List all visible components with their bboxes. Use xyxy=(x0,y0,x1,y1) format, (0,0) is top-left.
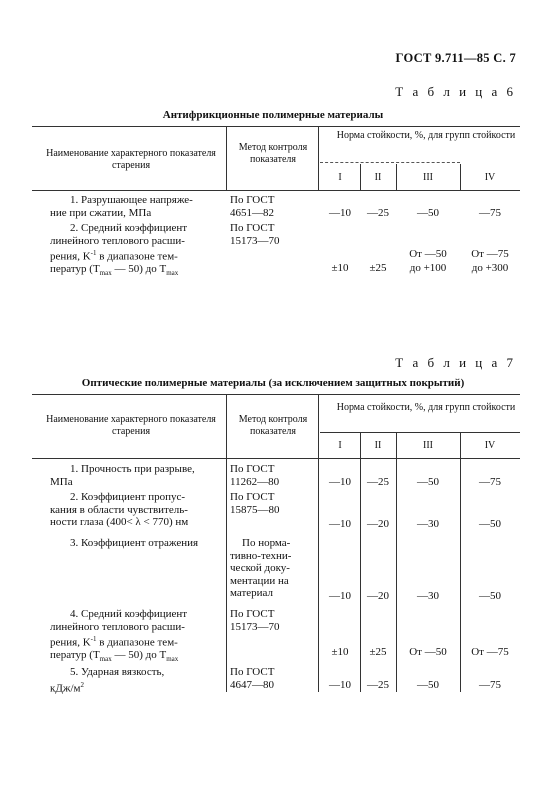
table7-row1-indicator xyxy=(50,463,230,488)
method-text: 15173—70 xyxy=(230,234,280,247)
table7-row4-indicator xyxy=(50,608,230,666)
table6-divider xyxy=(226,126,227,190)
indicator-text: МПа xyxy=(50,475,73,488)
table7-row3-method xyxy=(230,537,320,600)
method-text: 4647—80 xyxy=(230,678,274,691)
table6-row1-val-1: —10 xyxy=(329,207,351,219)
indicator-text: ние при сжатии, МПа xyxy=(50,206,152,219)
table7-row3-val-3: —30 xyxy=(417,590,439,602)
table7-row4-val-1: ±10 xyxy=(331,646,349,658)
table7-col-method: Метод контроля показателя xyxy=(238,414,308,437)
table7-group-3: III xyxy=(423,440,433,451)
indicator-text: Разрушающее напряже- xyxy=(81,194,193,206)
table7-row2-val-1: —10 xyxy=(329,518,351,530)
table7-header-rule xyxy=(32,458,520,459)
row-number: 1. xyxy=(70,463,79,475)
indicator-text: Средний коэффициент xyxy=(81,222,188,234)
table6-row2-val-2: ±25 xyxy=(369,262,387,274)
table7-row2-method xyxy=(230,491,320,516)
indicator-text: Коэффициент отражения xyxy=(81,537,199,549)
indicator-text: рения, K xyxy=(50,636,91,649)
method-text: материал xyxy=(230,587,274,599)
indicator-text: max xyxy=(99,655,112,664)
indicator-text: max xyxy=(99,269,112,278)
table6-row2-indicator xyxy=(50,222,230,280)
table7-row3-indicator xyxy=(50,537,230,550)
table6-row1-val-4: —75 xyxy=(479,207,501,219)
table7-row5-val-3: —50 xyxy=(417,679,439,691)
indicator-text: в диапазоне тем- xyxy=(96,250,178,263)
indicator-text: в диапазоне тем- xyxy=(96,636,178,649)
row-number: 2. xyxy=(70,491,79,503)
table6-row1-indicator xyxy=(50,194,230,219)
table7-title: Оптические полимерные материалы (за исключением защитных покрытий) xyxy=(81,377,465,389)
table6 xyxy=(32,126,520,336)
method-text: ческой доку- xyxy=(230,562,290,574)
indicator-text: 2 xyxy=(80,680,84,689)
indicator-text: линейного теплового расши- xyxy=(50,620,185,633)
table6-top-rule xyxy=(32,126,520,127)
indicator-text: ности глаза (400< λ < 770) нм xyxy=(50,516,189,528)
indicator-text: рения, K xyxy=(50,250,91,263)
indicator-text: -1 xyxy=(90,635,97,643)
table7-row2-val-2: —20 xyxy=(367,518,389,530)
table6-row2-val-1: ±10 xyxy=(331,262,349,274)
table7-row3-val-2: —20 xyxy=(367,590,389,602)
table6-group-1: I xyxy=(338,172,342,183)
table6-row1-method xyxy=(230,194,320,219)
table7-row3-val-1: —10 xyxy=(329,590,351,602)
table7-group-2: II xyxy=(374,440,382,451)
method-text: ментации на xyxy=(230,574,289,587)
indicator-text: ператур (T xyxy=(50,649,100,662)
row-number: 5. xyxy=(70,666,79,678)
table7-label: Т а б л и ц а 7 xyxy=(395,355,516,370)
indicator-text: кания в области чувствитель- xyxy=(50,503,188,516)
method-text: 11262—80 xyxy=(230,475,280,488)
method-text: 4651—82 xyxy=(230,206,274,219)
indicator-text: Средний коэффициент xyxy=(81,608,188,620)
table7-row1-val-3: —50 xyxy=(417,476,439,488)
method-text: По норма- xyxy=(242,537,291,549)
table6-row2-val-4-top: От —75 xyxy=(471,248,509,260)
method-text: По ГОСТ xyxy=(230,608,275,620)
table7-row5-method xyxy=(230,666,320,691)
table6-group-4: IV xyxy=(484,172,496,183)
table6-group-3: III xyxy=(423,172,433,183)
table7-col-indicator: Наименование характерного показателя старения xyxy=(46,414,216,437)
table7-row2-val-3: —30 xyxy=(417,518,439,530)
table7-group-1: I xyxy=(338,440,342,451)
table7-row5-val-1: —10 xyxy=(329,679,351,691)
page-header: ГОСТ 9.711—85 С. 7 xyxy=(395,51,516,65)
table6-norm-rule xyxy=(320,162,460,163)
indicator-text: ператур (T xyxy=(50,263,100,276)
table7-row4-val-4: От —75 xyxy=(471,646,509,658)
indicator-text: Коэффициент пропус- xyxy=(81,491,186,503)
table7-row3-val-4: —50 xyxy=(479,590,501,602)
indicator-text: линейного теплового расши- xyxy=(50,234,185,247)
table7-col-norm: Норма стойкости, %, для групп стойкости xyxy=(336,402,516,413)
table6-divider xyxy=(318,126,319,190)
table6-col-indicator: Наименование характерного показателя старения xyxy=(46,148,216,171)
method-text: По ГОСТ xyxy=(230,222,275,234)
table6-row2-val-3-top: От —50 xyxy=(409,248,447,260)
method-text: По ГОСТ xyxy=(230,666,275,678)
table7-row1-method xyxy=(230,463,320,488)
table7-row5-indicator xyxy=(50,666,230,695)
table7-top-rule xyxy=(32,394,520,395)
table6-col-norm: Норма стойкости, %, для групп стойкости xyxy=(336,130,516,141)
table6-label: Т а б л и ц а 6 xyxy=(395,84,516,99)
table7-row5-val-4: —75 xyxy=(479,679,501,691)
table6-row2-method xyxy=(230,222,320,247)
table6-col-method: Метод контроля показателя xyxy=(238,142,308,165)
table7-norm-rule xyxy=(320,432,520,433)
method-text: 15173—70 xyxy=(230,620,280,633)
table7-row2-val-4: —50 xyxy=(479,518,501,530)
indicator-text: max xyxy=(166,655,179,664)
table6-title: Антифрикционные полимерные материалы xyxy=(162,109,384,121)
indicator-text: — 50) до T xyxy=(111,649,167,662)
table7-row1-val-2: —25 xyxy=(367,476,389,488)
table6-row2-val-3: до +100 xyxy=(409,262,447,274)
method-text: По ГОСТ xyxy=(230,491,275,503)
table6-header-rule xyxy=(32,190,520,191)
indicator-text: Прочность при разрыве, xyxy=(81,463,195,475)
table7-row4-method xyxy=(230,608,320,633)
row-number: 4. xyxy=(70,608,79,620)
indicator-text: -1 xyxy=(90,249,97,257)
table7-row1-val-4: —75 xyxy=(479,476,501,488)
indicator-text: кДж/м xyxy=(50,682,81,695)
indicator-text: — 50) до T xyxy=(111,263,167,276)
indicator-text: max xyxy=(166,269,179,278)
row-number: 1. xyxy=(70,194,79,206)
table7 xyxy=(32,394,520,704)
method-text: тивно-техни- xyxy=(230,549,292,562)
table6-row2-val-4: до +300 xyxy=(471,262,509,274)
indicator-text: Ударная вязкость, xyxy=(81,666,165,678)
table7-row2-indicator xyxy=(50,491,230,529)
table6-group-2: II xyxy=(374,172,382,183)
table7-row1-val-1: —10 xyxy=(329,476,351,488)
table7-group-4: IV xyxy=(484,440,496,451)
row-number: 3. xyxy=(70,537,79,549)
table7-row4-val-3: От —50 xyxy=(409,646,447,658)
row-number: 2. xyxy=(70,222,79,234)
method-text: 15875—80 xyxy=(230,503,280,516)
table6-row1-val-3: —50 xyxy=(417,207,439,219)
table7-row5-val-2: —25 xyxy=(367,679,389,691)
table6-row1-val-2: —25 xyxy=(367,207,389,219)
method-text: По ГОСТ xyxy=(230,194,275,206)
table7-row4-val-2: ±25 xyxy=(369,646,387,658)
method-text: По ГОСТ xyxy=(230,463,275,475)
